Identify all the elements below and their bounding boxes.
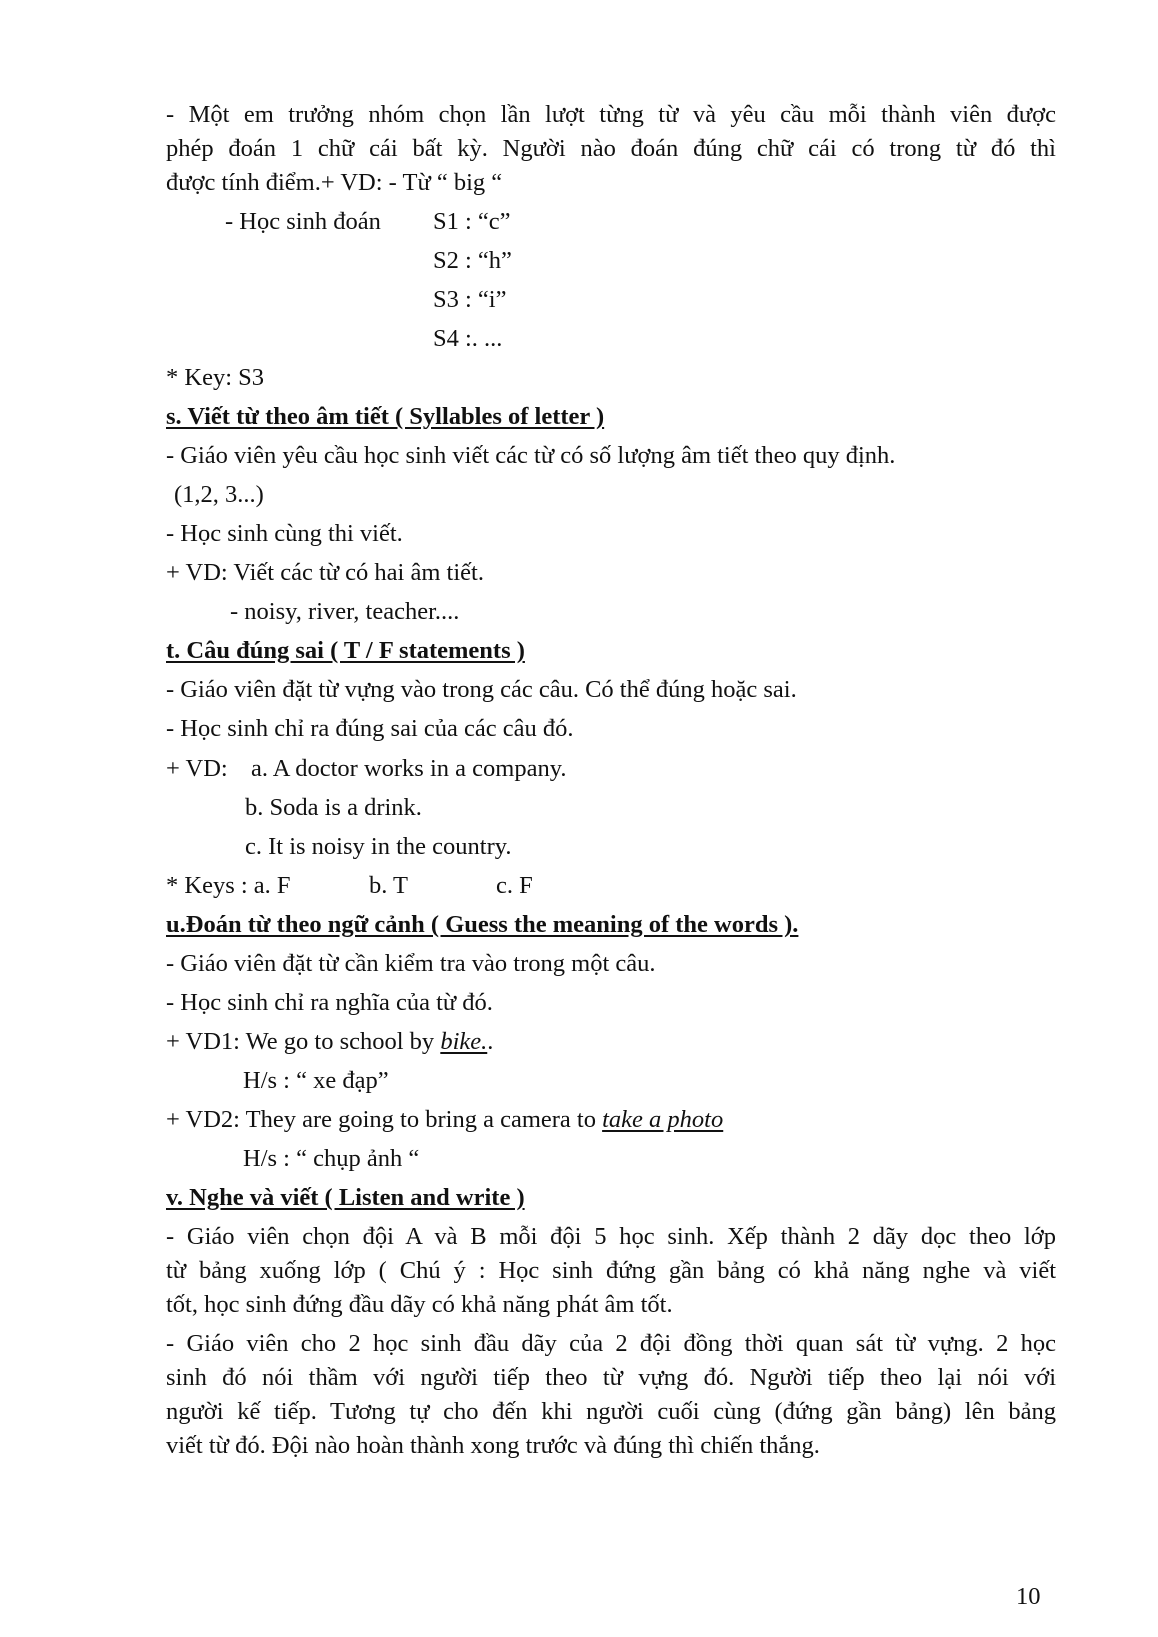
answer-key: * Keys : a. F xyxy=(166,872,291,899)
statement-b: b. Soda is a drink. xyxy=(245,794,422,821)
target-word: bike. xyxy=(440,1028,488,1055)
page-number: 10 xyxy=(1016,1583,1041,1610)
paragraph-line: người kế tiếp. Tương tự cho đến khi người cuối cùng (đứng gần bảng) lên bảng xyxy=(166,1398,1056,1425)
target-phrase: take a photo xyxy=(602,1106,724,1133)
example-text: . xyxy=(487,1028,494,1055)
paragraph-line: - Giáo viên đặt từ vựng vào trong các câu. Có thể đúng hoặc sai. xyxy=(166,676,797,703)
example-answer: - noisy, river, teacher.... xyxy=(230,598,460,625)
paragraph-line: từ bảng xuống lớp ( Chú ý : Học sinh đứng gần bảng có khả năng nghe và viết xyxy=(166,1257,1056,1284)
example-sentence-1 xyxy=(166,1027,493,1057)
paragraph-line: - Học sinh chỉ ra đúng sai của các câu đó. xyxy=(166,715,574,742)
student-guess-s4: S4 :. ... xyxy=(433,325,503,352)
paragraph-line: + VD: Viết các từ có hai âm tiết. xyxy=(166,559,484,586)
paragraph-line: tốt, học sinh đứng đầu dãy có khả năng phát âm tốt. xyxy=(166,1291,673,1318)
answer-key: * Key: S3 xyxy=(166,364,264,391)
section-heading-v: v. Nghe và viết ( Listen and write ) xyxy=(166,1184,525,1211)
section-heading-u: u.Đoán từ theo ngữ cảnh ( Guess the meaning of the words ). xyxy=(166,911,799,938)
example-text: + VD1: We go to school by xyxy=(166,1028,441,1055)
example-answer: H/s : “ chụp ảnh “ xyxy=(243,1145,420,1172)
paragraph-line: viết từ đó. Đội nào hoàn thành xong trước và đúng thì chiến thắng. xyxy=(166,1432,820,1459)
student-guess-s1: S1 : “c” xyxy=(433,208,511,235)
paragraph-line: (1,2, 3...) xyxy=(174,481,264,508)
paragraph-line: - Học sinh cùng thi viết. xyxy=(166,520,403,547)
paragraph-line: phép đoán 1 chữ cái bất kỳ. Người nào đoán đúng chữ cái có trong từ đó thì xyxy=(166,135,1056,162)
paragraph-line: - Học sinh chỉ ra nghĩa của từ đó. xyxy=(166,989,493,1016)
student-guess-s2: S2 : “h” xyxy=(433,247,512,274)
statement-a: a. A doctor works in a company. xyxy=(251,755,567,782)
student-guess-s3: S3 : “i” xyxy=(433,286,507,313)
guess-label: - Học sinh đoán xyxy=(225,208,381,235)
paragraph-line: được tính điểm.+ VD: - Từ “ big “ xyxy=(166,169,503,196)
answer-key-b: b. T xyxy=(369,872,409,899)
paragraph-line: sinh đó nói thầm với người tiếp theo từ vựng đó. Người tiếp theo lại nói với xyxy=(166,1364,1056,1391)
paragraph-line: - Giáo viên cho 2 học sinh đầu dãy của 2 đội đồng thời quan sát từ vựng. 2 học xyxy=(166,1330,1056,1357)
paragraph-line: - Giáo viên chọn đội A và B mỗi đội 5 học sinh. Xếp thành 2 dãy dọc theo lớp xyxy=(166,1223,1056,1250)
paragraph-line: - Giáo viên yêu cầu học sinh viết các từ có số lượng âm tiết theo quy định. xyxy=(166,442,896,469)
example-text: + VD2: They are going to bring a camera to xyxy=(166,1106,603,1133)
example-label: + VD: xyxy=(166,755,228,782)
paragraph-line: - Giáo viên đặt từ cần kiểm tra vào trong một câu. xyxy=(166,950,656,977)
example-sentence-2 xyxy=(166,1105,723,1135)
example-answer: H/s : “ xe đạp” xyxy=(243,1067,389,1094)
paragraph-line: - Một em trưởng nhóm chọn lần lượt từng từ và yêu cầu mỗi thành viên được xyxy=(166,101,1056,128)
section-heading-s: s. Viết từ theo âm tiết ( Syllables of letter ) xyxy=(166,403,605,430)
answer-key-c: c. F xyxy=(496,872,533,899)
section-heading-t: t. Câu đúng sai ( T / F statements ) xyxy=(166,637,525,664)
statement-c: c. It is noisy in the country. xyxy=(245,833,512,860)
